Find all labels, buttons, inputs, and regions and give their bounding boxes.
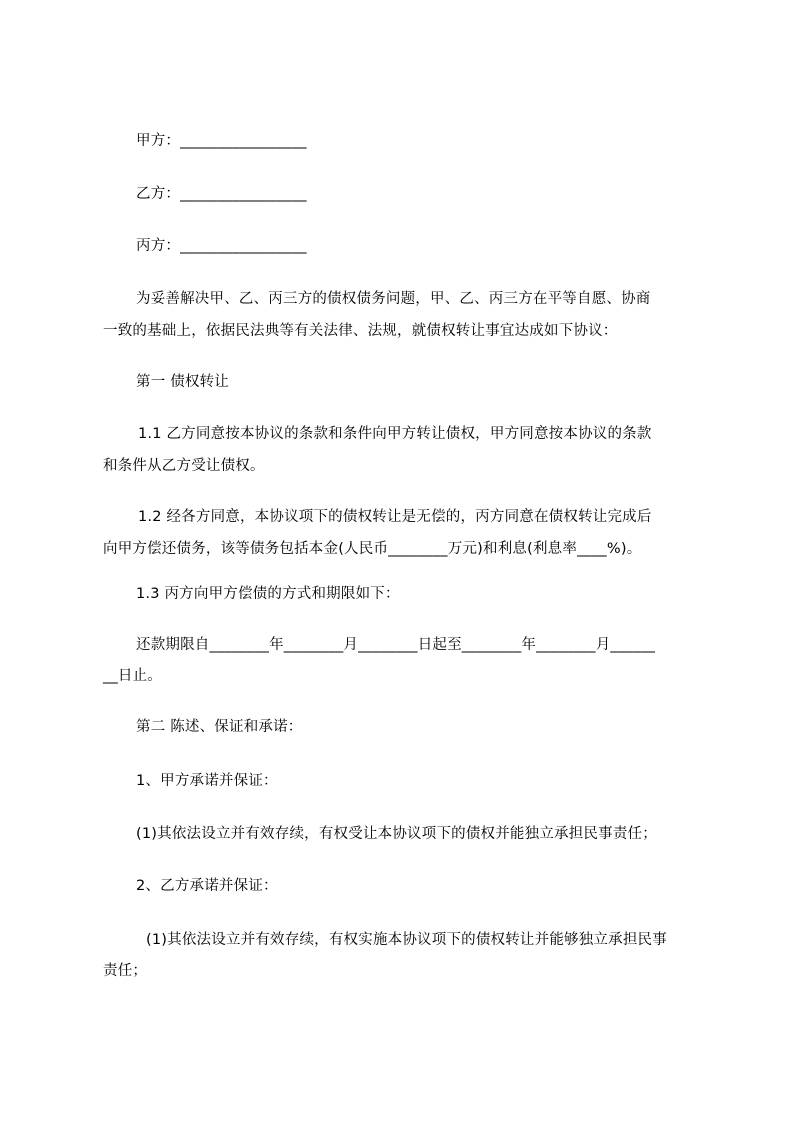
party-a-line: 甲方：_________________ xyxy=(136,133,307,149)
party-b-warranty-item-1-line-2: 责任； xyxy=(103,963,148,979)
party-b-warranty-item-1-line-1: (1)其依法设立并有效存续，有权实施本协议项下的债权转让并能够独立承担民事 xyxy=(146,932,667,948)
party-a-warranty-item-1: (1)其依法设立并有效存续，有权受让本协议项下的债权并能独立承担民事责任； xyxy=(136,826,657,842)
clause-1-2-line-1: 1.2 经各方同意，本协议项下的债权转让是无偿的，丙方同意在债权转让完成后 xyxy=(138,509,652,525)
repayment-period-line-1: 还款期限自________年________月________日起至________年________月______ xyxy=(136,637,656,653)
party-b-warranty-heading: 2、乙方承诺并保证： xyxy=(136,878,278,894)
clause-1-1-line-2: 和条件从乙方受让债权。 xyxy=(103,458,265,474)
party-b-line: 乙方：_________________ xyxy=(136,186,307,202)
party-c-line: 丙方：_________________ xyxy=(136,238,307,254)
clause-1-3: 1.3 丙方向甲方偿债的方式和期限如下： xyxy=(136,586,400,602)
party-a-warranty-heading: 1、甲方承诺并保证： xyxy=(136,773,278,789)
section-2-title: 第二 陈述、保证和承诺： xyxy=(136,719,303,735)
preamble-line-1: 为妥善解决甲、乙、丙三方的债权债务问题，甲、乙、丙三方在平等自愿、协商 xyxy=(136,291,651,307)
preamble-line-2: 一致的基础上，依据民法典等有关法律、法规，就债权转让事宜达成如下协议： xyxy=(103,323,618,339)
repayment-period-line-2: __日止。 xyxy=(103,668,162,684)
clause-1-1-line-1: 1.1 乙方同意按本协议的条款和条件向甲方转让债权，甲方同意按本协议的条款 xyxy=(138,426,652,442)
section-1-title: 第一 债权转让 xyxy=(136,374,230,390)
clause-1-2-line-2: 向甲方偿还债务，该等债务包括本金(人民币________万元)和利息(利息率____%)。 xyxy=(103,541,642,557)
